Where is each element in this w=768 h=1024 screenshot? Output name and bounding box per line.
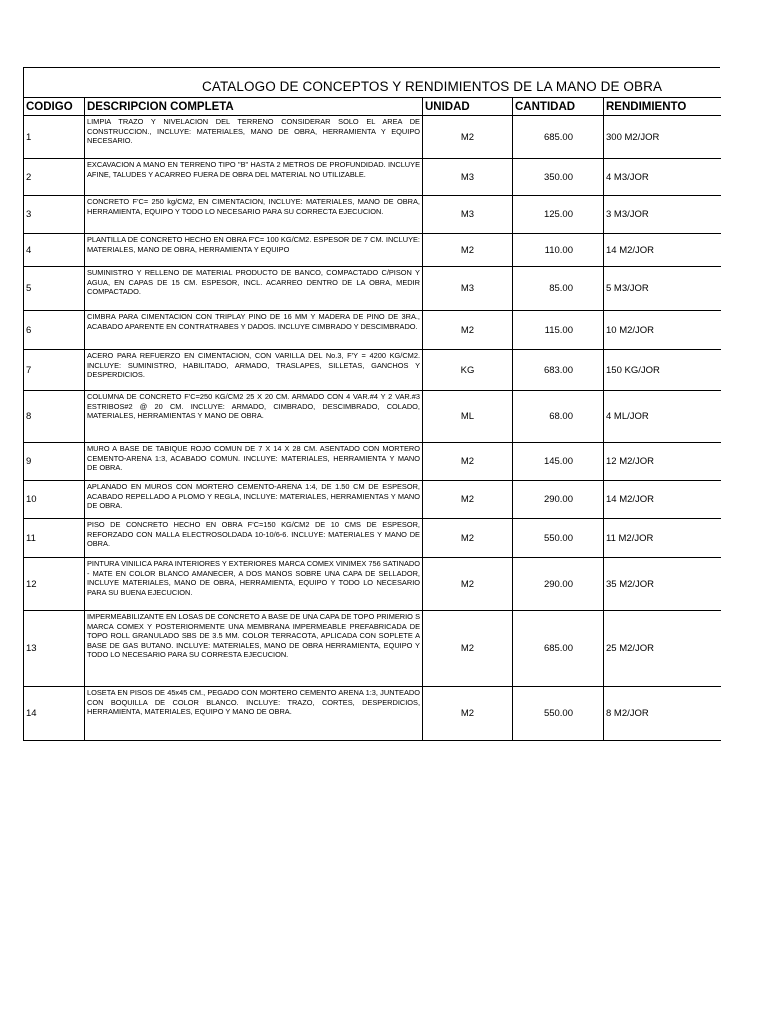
table-row [24,687,721,741]
table-row [24,311,721,350]
cell-rendimiento: 10 M2/JOR [604,311,721,350]
cell-rendimiento: 4 ML/JOR [604,391,721,443]
header-cantidad: CANTIDAD [513,98,604,116]
cell-unidad: M2 [423,234,513,267]
cell-rendimiento: 8 M2/JOR [604,687,721,741]
page-title: CATALOGO DE CONCEPTOS Y RENDIMIENTOS DE LA MANO DE OBRA [202,79,663,94]
cell-descripcion: ACERO PARA REFUERZO EN CIMENTACION, CON VARILLA DEL No.3, F'Y = 4200 KG/CM2. INCLUYE: SUMINISTRO, HABILITADO, ARMADO, TRASLAPES, SILLETAS, GANCHOS Y DESPERDICIOS. [85,350,423,391]
cell-codigo: 13 [24,611,85,687]
cell-rendimiento: 5 M3/JOR [604,267,721,311]
cell-unidad: M2 [423,687,513,741]
table-row [24,196,721,234]
cell-descripcion: CONCRETO F'C= 250 kg/CM2, EN CIMENTACION, INCLUYE: MATERIALES, MANO DE OBRA, HERRAMIENTA, EQUIPO Y TODO LO NECESARIO PARA SU CORRECTA EJECUCION. [85,196,423,234]
cell-unidad: M2 [423,611,513,687]
cell-rendimiento: 14 M2/JOR [604,481,721,519]
cell-cantidad: 68.00 [513,391,604,443]
table-row [24,234,721,267]
header-unidad: UNIDAD [423,98,513,116]
cell-descripcion: PLANTILLA DE CONCRETO HECHO EN OBRA F'C= 100 KG/CM2. ESPESOR DE 7 CM. INCLUYE: MATERIALES, MANO DE OBRA, HERRAMIENTA Y EQUIPO [85,234,423,267]
cell-rendimiento: 3 M3/JOR [604,196,721,234]
title-row [23,67,720,97]
cell-codigo: 10 [24,481,85,519]
cell-rendimiento: 25 M2/JOR [604,611,721,687]
cell-codigo: 2 [24,159,85,196]
cell-codigo: 3 [24,196,85,234]
cell-descripcion: SUMINISTRO Y RELLENO DE MATERIAL PRODUCTO DE BANCO, COMPACTADO C/PISON Y AGUA, EN CAPAS DE 15 CM. ESPESOR, INCL. ACARREO DENTRO DE LA OBRA, MEDIR COMPACTADO. [85,267,423,311]
cell-cantidad: 685.00 [513,611,604,687]
cell-unidad: M2 [423,481,513,519]
cell-rendimiento: 4 M3/JOR [604,159,721,196]
cell-cantidad: 125.00 [513,196,604,234]
concepts-table [23,97,721,741]
catalog-sheet [23,67,720,741]
header-rendimiento: RENDIMIENTO [604,98,721,116]
cell-rendimiento: 14 M2/JOR [604,234,721,267]
cell-unidad: M2 [423,558,513,611]
cell-descripcion: PINTURA VINILICA PARA INTERIORES Y EXTERIORES MARCA COMEX VINIMEX 756 SATINADO - MATE EN COLOR BLANCO AMANECER, A DOS MANOS SOBRE UNA CAPA DE SELLADOR, INCLUYE MATERIALES, MANO DE OBRA, HERRAMIENTA, EQUIPO Y TODO LO NECESARIO PARA SU BUENA EJECUCION. [85,558,423,611]
cell-cantidad: 290.00 [513,481,604,519]
cell-unidad: M2 [423,311,513,350]
cell-unidad: M2 [423,116,513,159]
cell-codigo: 7 [24,350,85,391]
cell-rendimiento: 11 M2/JOR [604,519,721,558]
cell-cantidad: 145.00 [513,443,604,481]
cell-rendimiento: 300 M2/JOR [604,116,721,159]
cell-cantidad: 550.00 [513,687,604,741]
cell-cantidad: 115.00 [513,311,604,350]
cell-cantidad: 85.00 [513,267,604,311]
table-row [24,267,721,311]
cell-unidad: ML [423,391,513,443]
cell-descripcion: EXCAVACION A MANO EN TERRENO TIPO "B" HASTA 2 METROS DE PROFUNDIDAD. INCLUYE AFINE, TALUDES Y ACARREO FUERA DE OBRA DEL MATERIAL NO UTILIZABLE. [85,159,423,196]
cell-codigo: 12 [24,558,85,611]
cell-codigo: 8 [24,391,85,443]
cell-cantidad: 110.00 [513,234,604,267]
table-row [24,611,721,687]
cell-cantidad: 290.00 [513,558,604,611]
cell-cantidad: 683.00 [513,350,604,391]
table-row [24,391,721,443]
cell-descripcion: COLUMNA DE CONCRETO F'C=250 KG/CM2 25 X 20 CM. ARMADO CON 4 VAR.#4 Y 2 VAR.#3 ESTRIBOS#2 @ 20 CM. INCLUYE: ARMADO, CIMBRADO, DESCIMBRADO, COLADO, MATERIALES, HERRAMIENTAS Y MANO DE OBRA. [85,391,423,443]
table-row [24,350,721,391]
table-row [24,116,721,159]
cell-unidad: M2 [423,519,513,558]
cell-codigo: 14 [24,687,85,741]
cell-descripcion: PISO DE CONCRETO HECHO EN OBRA F'C=150 KG/CM2 DE 10 CMS DE ESPESOR, REFORZADO CON MALLA ELECTROSOLDADA 10-10/6-6. INCLUYE: MATERIALES Y MANO DE OBRA. [85,519,423,558]
cell-cantidad: 685.00 [513,116,604,159]
cell-cantidad: 550.00 [513,519,604,558]
table-row [24,481,721,519]
cell-descripcion: CIMBRA PARA CIMENTACION CON TRIPLAY PINO DE 16 MM Y MADERA DE PINO DE 3RA., ACABADO APARENTE EN CONTRATRABES Y DADOS. INCLUYE CIMBRADO Y DESCIMBRADO. [85,311,423,350]
cell-cantidad: 350.00 [513,159,604,196]
cell-rendimiento: 150 KG/JOR [604,350,721,391]
cell-descripcion: APLANADO EN MUROS CON MORTERO CEMENTO-ARENA 1:4, DE 1.50 CM DE ESPESOR, ACABADO REPELLADO A PLOMO Y REGLA, INCLUYE: MATERIALES, HERRAMIENTAS Y MANO DE OBRA. [85,481,423,519]
cell-descripcion: IMPERMEABILIZANTE EN LOSAS DE CONCRETO A BASE DE UNA CAPA DE TOPO PRIMERIO S MARCA COMEX Y POSTERIORMENTE UNA MEMBRANA IMPERMEABLE PREFABRICADA DE TOPO ROLL GRANULADO SBS DE 3.5 MM. COLOR TERRACOTA, APLICADA CON SOPLETE A BASE DE GAS BUTANO. INCLUYE: MATERIALES, MANO DE OBRA HERRAMIENTA, EQUIPO Y TODO LO NECESARIO PARA SU CORRESTA EJECUCION. [85,611,423,687]
cell-unidad: M3 [423,196,513,234]
header-codigo: CODIGO [24,98,85,116]
cell-descripcion: MURO A BASE DE TABIQUE ROJO COMUN DE 7 X 14 X 28 CM. ASENTADO CON MORTERO CEMENTO-ARENA 1:3, ACABADO COMUN. INCLUYE: MATERIALES, HERRAMIENTA Y MANO DE OBRA. [85,443,423,481]
table-row [24,443,721,481]
header-descripcion: DESCRIPCION COMPLETA [85,98,423,116]
cell-codigo: 1 [24,116,85,159]
cell-unidad: M2 [423,443,513,481]
cell-unidad: M3 [423,267,513,311]
cell-codigo: 6 [24,311,85,350]
cell-rendimiento: 12 M2/JOR [604,443,721,481]
table-row [24,159,721,196]
cell-rendimiento: 35 M2/JOR [604,558,721,611]
header-row [24,98,721,116]
cell-descripcion: LOSETA EN PISOS DE 45x45 CM., PEGADO CON MORTERO CEMENTO ARENA 1:3, JUNTEADO CON BOQUILLA DE COLOR BLANCO. INCLUYE: TRAZO, CORTES, DESPERDICIOS, HERRAMIENTA, MATERIALES, EQUIPO Y MANO DE OBRA. [85,687,423,741]
cell-codigo: 5 [24,267,85,311]
cell-descripcion: LIMPIA TRAZO Y NIVELACION DEL TERRENO CONSIDERAR SOLO EL AREA DE CONSTRUCCION., INCLUYE: MATERIALES, MANO DE OBRA, HERRAMIENTA Y EQUIPO NECESARIO. [85,116,423,159]
cell-unidad: KG [423,350,513,391]
table-row [24,519,721,558]
table-body [24,116,721,741]
cell-codigo: 11 [24,519,85,558]
cell-codigo: 4 [24,234,85,267]
table-row [24,558,721,611]
cell-unidad: M3 [423,159,513,196]
cell-codigo: 9 [24,443,85,481]
